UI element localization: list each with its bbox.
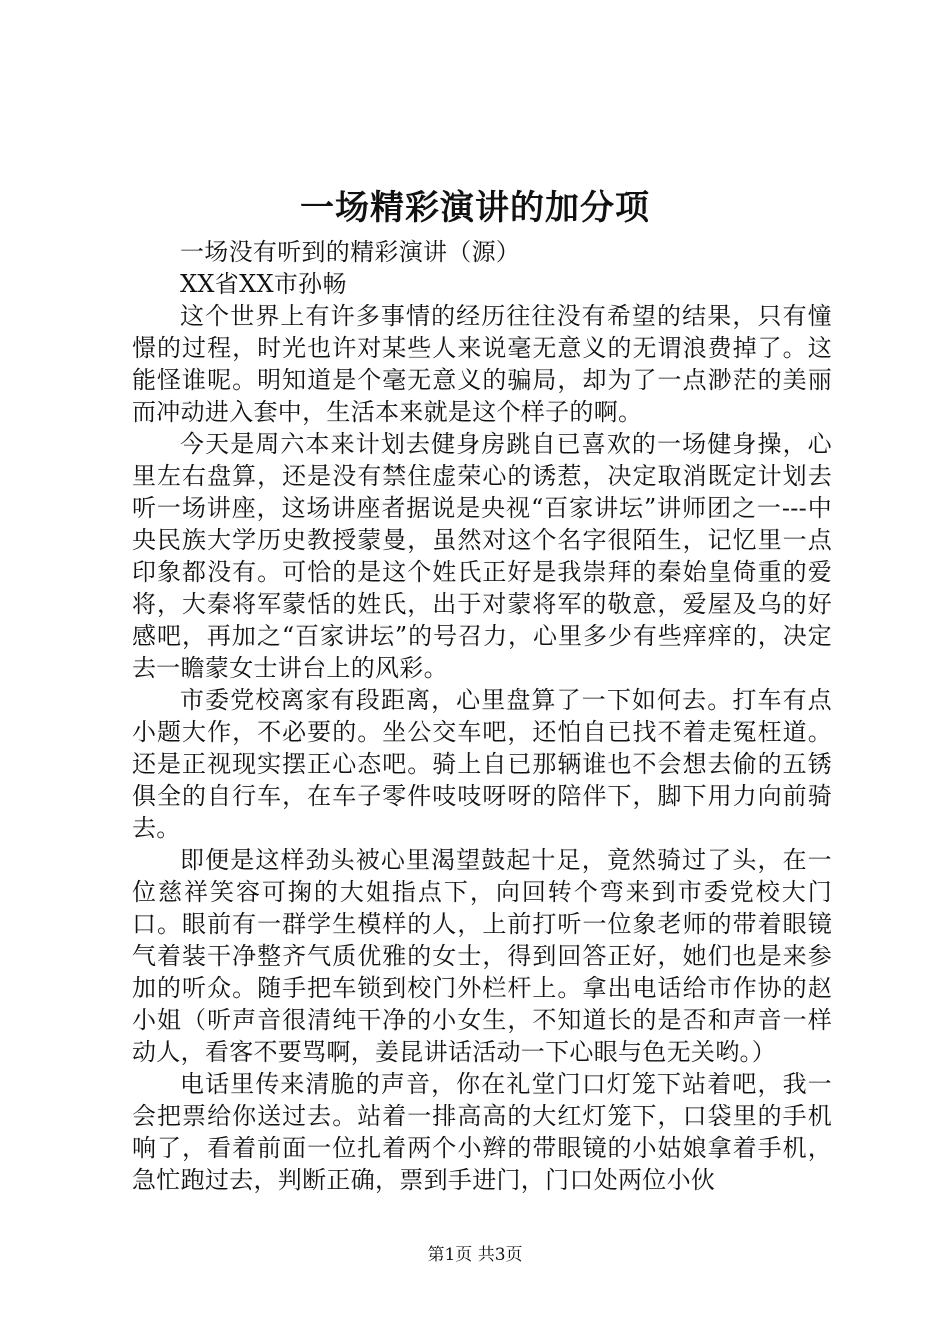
document-title: 一场精彩演讲的加分项	[300, 188, 650, 228]
subtitle-line: 一场没有听到的精彩演讲（源）	[180, 238, 521, 266]
paragraph: 即便是这样劲头被心里渴望鼓起十足，竟然骑过了头，在一位慈祥笑容可掬的大姐指点下，向回转个弯来到市委党校大门口。眼前有一群学生模样的人，上前打听一位象老师的带着眼镜气着装干净整齐气质优雅的女士，得到回答正好，她们也是来参加的听众。随手把车锁到校门外栏杆上。拿出电话给市作协的赵小姐（听声音很清纯干净的小女生，不知道长的是否和声音一样动人，看客不要骂啊，姜昆讲话活动一下心眼与色无关哟。）	[132, 846, 832, 1066]
paragraph: 市委党校离家有段距离，心里盘算了一下如何去。打车有点小题大作，不必要的。坐公交车吧，还怕自已找不着走冤枉道。还是正视现实摆正心态吧。骑上自已那辆谁也不会想去偷的五锈俱全的自行车，在车子零件吱吱呀呀的陪伴下，脚下用力向前骑去。	[132, 686, 832, 842]
document-body	[132, 236, 832, 1196]
paragraph: 今天是周六本来计划去健身房跳自已喜欢的一场健身操，心里左右盘算，还是没有禁住虚荣心的诱惹，决定取消既定计划去听一场讲座，这场讲座者据说是央视“百家讲坛”讲师团之一---中央民族大学历史教授蒙曼，虽然对这个名字很陌生，记忆里一点印象都没有。可恰的是这个姓氏正好是我崇拜的秦始皇倚重的爱将，大秦将军蒙恬的姓氏，出于对蒙将军的敬意，爱屋及乌的好感吧，再加之“百家讲坛”的号召力，心里多少有些痒痒的，决定去一瞻蒙女士讲台上的风彩。	[132, 430, 832, 682]
paragraph: 这个世界上有许多事情的经历往往没有希望的结果，只有憧憬的过程，时光也许对某些人来说毫无意义的无谓浪费掉了。这能怪谁呢。明知道是个毫无意义的骗局，却为了一点渺茫的美丽而冲动进入套中，生活本来就是这个样子的啊。	[132, 302, 832, 426]
paragraph: 电话里传来清脆的声音，你在礼堂门口灯笼下站着吧，我一会把票给你送过去。站着一排高高的大红灯笼下，口袋里的手机响了，看着前面一位扎着两个小辫的带眼镜的小姑娘拿着手机，急忙跑过去，判断正确，票到手进门，门口处两位小伙	[132, 1070, 832, 1194]
author-line: XX省XX市孙畅	[180, 270, 347, 298]
page-number-footer: 第1页 共3页	[427, 1245, 523, 1265]
